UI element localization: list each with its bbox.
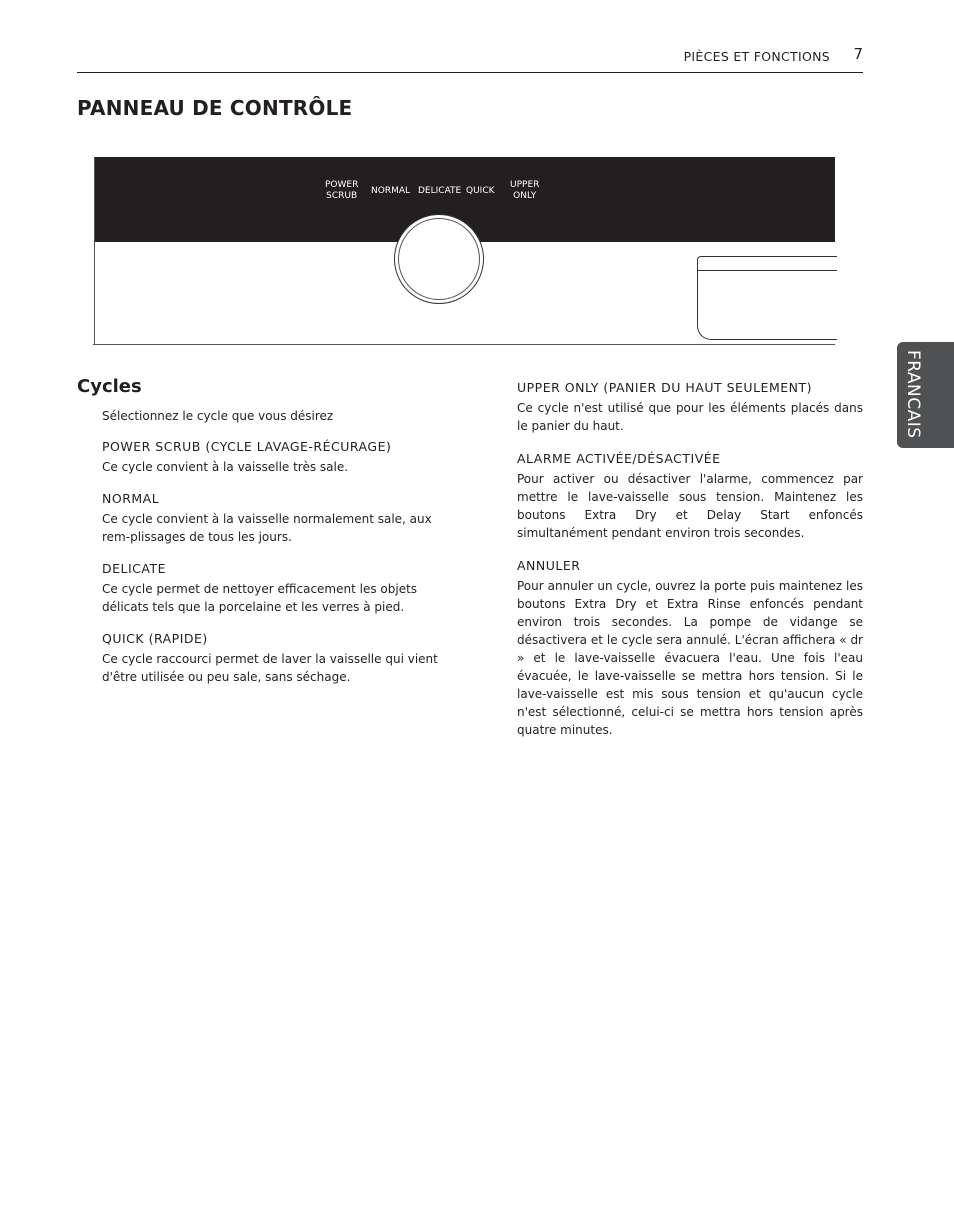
cycle-title: POWER SCRUB (CYCLE LAVAGE-RÉCURAGE) bbox=[102, 439, 392, 454]
option-title: ANNULER bbox=[517, 558, 581, 573]
language-side-tab bbox=[897, 342, 954, 448]
option-title: ALARME ACTIVÉE/DÉSACTIVÉE bbox=[517, 451, 721, 466]
cycles-intro: Sélectionnez le cycle que vous désirez bbox=[102, 409, 334, 423]
control-panel-illustration bbox=[93, 157, 835, 345]
page-header bbox=[77, 44, 863, 73]
panel-left-edge bbox=[94, 157, 95, 344]
cycles-heading: Cycles bbox=[77, 376, 142, 397]
cycle-description: Ce cycle convient à la vaisselle très sale. bbox=[102, 460, 349, 474]
cycle-title: DELICATE bbox=[102, 561, 167, 576]
knob-inner-ring bbox=[398, 218, 480, 300]
option-item-alarm bbox=[517, 451, 863, 542]
cycle-description: Ce cycle permet de nettoyer efficacement les objets délicats tels que la porcelaine et les verres à pied. bbox=[102, 582, 418, 614]
panel-label-upper-only: UPPER ONLY bbox=[510, 180, 540, 201]
panel-label-quick: QUICK bbox=[466, 186, 495, 196]
panel-bottom-edge bbox=[93, 344, 835, 345]
panel-label-normal: NORMAL bbox=[371, 186, 411, 196]
panel-label-delicate: DELICATE bbox=[418, 186, 462, 196]
options-column bbox=[517, 380, 863, 755]
door-handle-line bbox=[698, 270, 837, 271]
option-item-cancel bbox=[517, 558, 863, 739]
cycle-selector-knob bbox=[394, 214, 484, 304]
option-title: UPPER ONLY (PANIER DU HAUT SEULEMENT) bbox=[517, 380, 812, 395]
page-title: PANNEAU DE CONTRÔLE bbox=[77, 96, 353, 120]
cycle-title: NORMAL bbox=[102, 491, 160, 506]
cycle-description: Ce cycle raccourci permet de laver la vaisselle qui vient d'être utilisée ou peu sale, sans séchage. bbox=[102, 652, 438, 684]
page-number: 7 bbox=[853, 45, 863, 63]
option-item-upper-only bbox=[517, 380, 863, 435]
cycle-item-normal bbox=[102, 491, 449, 546]
option-description: Ce cycle n'est utilisé que pour les éléments placés dans le panier du haut. bbox=[517, 401, 863, 433]
cycle-description: Ce cycle convient à la vaisselle normalement sale, aux rem-plissages de tous les jours. bbox=[102, 512, 432, 544]
cycle-item-quick bbox=[102, 631, 449, 686]
door-handle bbox=[697, 256, 837, 340]
cycle-title: QUICK (RAPIDE) bbox=[102, 631, 208, 646]
option-description: Pour annuler un cycle, ouvrez la porte puis maintenez les boutons Extra Dry et Extra Rinse enfoncés pendant environ trois secondes. La pompe de vidange se désactivera et le cycle sera annulé. L'écran affichera « dr » et le lave-vaisselle évacuera l'eau. Une fois l'eau évacuée, le lave-vaisselle se mettra hors tension. Si le lave-vaisselle est mis sous tension et qu'aucun cycle n'est sélectionné, celui-ci se mettra hors tension après quatre minutes. bbox=[517, 579, 863, 737]
panel-label-power-scrub: POWER SCRUB bbox=[325, 180, 359, 201]
option-description: Pour activer ou désactiver l'alarme, commencez par mettre le lave-vaisselle sous tension. Maintenez les boutons Extra Dry et Delay Start enfoncés simultanément pendant environ trois secondes. bbox=[517, 472, 863, 540]
header-section-title: PIÈCES ET FONCTIONS bbox=[683, 49, 830, 64]
cycles-column bbox=[77, 376, 449, 701]
cycle-item-delicate bbox=[102, 561, 449, 616]
cycle-item-power-scrub bbox=[102, 439, 449, 476]
language-tab-label: FRANCAIS bbox=[903, 350, 923, 439]
